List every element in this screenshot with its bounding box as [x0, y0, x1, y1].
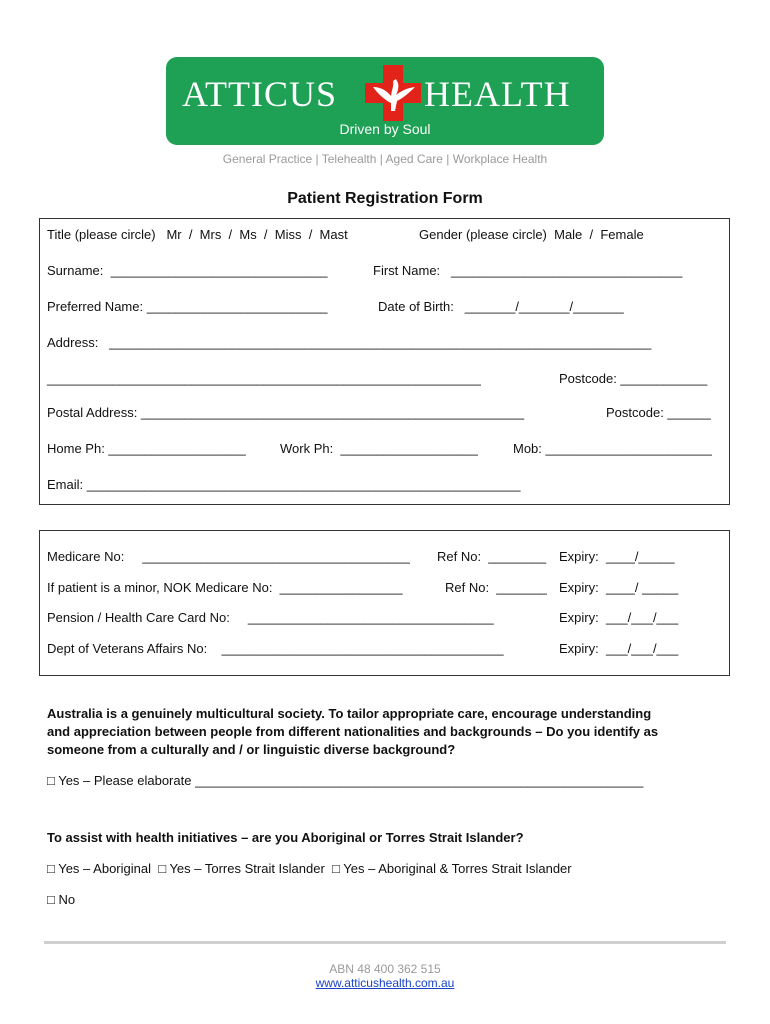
multicultural-yes-option[interactable]: □ Yes – Please elaborate ______________________________________________________________ — [47, 773, 644, 788]
multicultural-text-line3: someone from a culturally and / or linguistic diverse background? — [47, 742, 456, 757]
address-line2-field[interactable]: ____________________________________________________________ — [47, 371, 481, 386]
personal-details-box — [39, 218, 730, 505]
mobile-field[interactable]: Mob: _______________________ — [513, 441, 712, 456]
logo-tagline: Driven by Soul — [339, 121, 431, 137]
date-of-birth-field[interactable]: Date of Birth: _______/_______/_______ — [378, 299, 624, 314]
logo-text-left: ATTICUS — [182, 74, 338, 114]
dva-field[interactable]: Dept of Veterans Affairs No: _______________________________________ — [47, 641, 504, 656]
medicare-number-field[interactable]: Medicare No: _____________________________________ — [47, 549, 410, 564]
pension-card-field[interactable]: Pension / Health Care Card No: __________________________________ — [47, 610, 494, 625]
form-title: Patient Registration Form — [287, 190, 483, 207]
medicare-expiry-field[interactable]: Expiry: ____/_____ — [559, 549, 675, 564]
preferred-name-field[interactable]: Preferred Name: _________________________ — [47, 299, 328, 314]
first-name-field[interactable]: First Name: ________________________________ — [373, 263, 683, 278]
nok-medicare-field[interactable]: If patient is a minor, NOK Medicare No: _________________ — [47, 580, 403, 595]
logo-text-right: HEALTH — [424, 74, 571, 114]
footer-divider — [44, 941, 726, 944]
services-line: General Practice | Telehealth | Aged Care | Workplace Health — [222, 152, 548, 166]
website-link[interactable]: www.atticushealth.com.au — [315, 976, 455, 990]
multicultural-text-line1: Australia is a genuinely multicultural society. To tailor appropriate care, encourage understanding — [47, 706, 652, 721]
nok-expiry-field[interactable]: Expiry: ____/ _____ — [559, 580, 679, 595]
indigenous-no-option[interactable]: □ No — [47, 892, 76, 907]
title-field[interactable]: Title (please circle) Mr / Mrs / Ms / Miss / Mast — [47, 227, 348, 242]
surname-field[interactable]: Surname: ______________________________ — [47, 263, 328, 278]
work-phone-field[interactable]: Work Ph: ___________________ — [280, 441, 478, 456]
gender-field[interactable]: Gender (please circle) Male / Female — [419, 227, 644, 242]
postcode-field[interactable]: Postcode: ____________ — [559, 371, 708, 386]
nok-ref-field[interactable]: Ref No: _______ — [445, 580, 547, 595]
indigenous-yes-options[interactable]: □ Yes – Aboriginal □ Yes – Torres Strait Islander □ Yes – Aboriginal & Torres Strait Islander — [47, 861, 572, 876]
email-field[interactable]: Email: ____________________________________________________________ — [47, 477, 521, 492]
postal-postcode-field[interactable]: Postcode: ______ — [606, 405, 711, 420]
pension-expiry-field[interactable]: Expiry: ___/___/___ — [559, 610, 679, 625]
abn-text: ABN 48 400 362 515 — [329, 962, 441, 976]
medicare-ref-field[interactable]: Ref No: ________ — [437, 549, 547, 564]
address-field[interactable]: Address: ___________________________________________________________________________ — [47, 335, 652, 350]
red-cross-dove-icon — [365, 65, 421, 121]
dva-expiry-field[interactable]: Expiry: ___/___/___ — [559, 641, 679, 656]
home-phone-field[interactable]: Home Ph: ___________________ — [47, 441, 246, 456]
postal-address-field[interactable]: Postal Address: _____________________________________________________ — [47, 405, 525, 420]
logo — [166, 57, 604, 145]
multicultural-text-line2: and appreciation between people from different nationalities and backgrounds – Do you identify as — [47, 724, 659, 739]
indigenous-question: To assist with health initiatives – are you Aboriginal or Torres Strait Islander? — [47, 830, 524, 845]
